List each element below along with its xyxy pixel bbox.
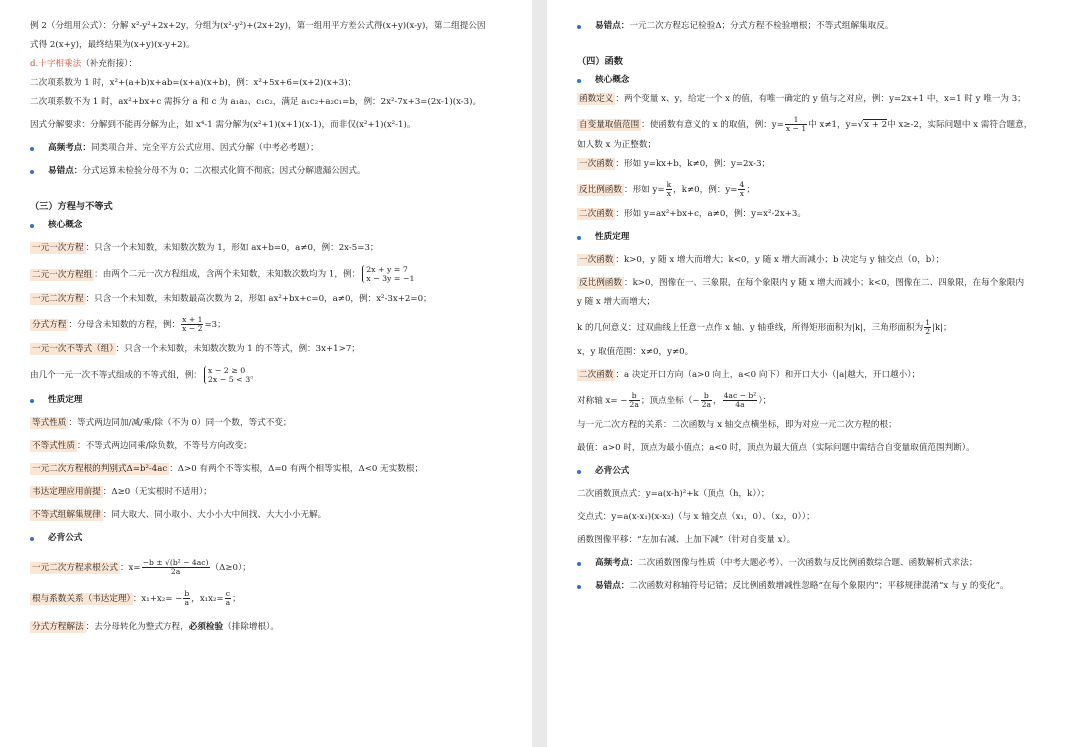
bullet-item: [577, 580, 1062, 593]
text-line: [30, 343, 518, 356]
bullet-dot-icon: [30, 170, 34, 174]
numerator: −b ± √(b² − 4ac): [142, 558, 209, 567]
subsection-heading: [30, 394, 518, 407]
subsection-heading: [577, 231, 1062, 244]
term-highlight: 不等式组解集规律: [32, 510, 101, 520]
text-fragment: ：形如 y=ax²+bx+c，a≠0，例：y=x²-2x+3。: [615, 209, 806, 219]
denominator: 4a: [735, 400, 745, 409]
text-fragment: ：分母含未知数的方程，例：: [68, 320, 181, 330]
bullet-dot-icon: [577, 25, 581, 29]
term-highlight: 等式性质: [32, 418, 67, 428]
text-fragment: k 的几何意义：过双曲线上任意一点作 x 轴、y 轴垂线，所得矩形面积为|k|，三角形面积为: [577, 323, 924, 333]
fraction: [666, 181, 673, 198]
denominator: x − 1: [785, 124, 807, 133]
bullet-label: 易错点：: [595, 21, 630, 31]
term-highlight: 自变量取值范围: [579, 120, 640, 130]
inequality: 2x − 5 < 3: [207, 375, 251, 384]
text-line: [30, 486, 518, 499]
text-line: [30, 509, 518, 522]
term-highlight: 一元一次不等式（组）: [32, 344, 114, 354]
bullet-dot-icon: [577, 236, 581, 240]
fraction: [723, 392, 758, 409]
text-fragment: （补充衔接）：: [81, 59, 138, 69]
fraction: [629, 392, 640, 409]
text-line: 二次项系数不为 1 时，ax²+bx+c 需拆分 a 和 c 为 a₁a₂、c₁c₂，满足 a₁c₂+a₂c₁=b，例：2x²-7x+3=(2x-1)(x-3)。: [30, 97, 482, 107]
text-line: 式得 2(x+y)，最终结果为(x+y)(x-y+2)。: [30, 40, 195, 50]
term-highlight: 分式方程: [32, 320, 67, 330]
text-fragment: （Δ≥0）；: [210, 563, 251, 573]
bullet-dot-icon: [577, 562, 581, 566]
text-line: [577, 319, 1062, 336]
term-highlight: 一元一次方程: [32, 243, 84, 253]
method-heading: d.十字相乘法: [30, 59, 82, 69]
text-fragment: ：同大取大、同小取小、大小小大中间找、大大小小无解。: [102, 510, 327, 520]
text-line: 二次函数顶点式：y=a(x-h)²+k（顶点（h，k））；: [577, 489, 770, 499]
text-line: [30, 366, 518, 384]
text-line: [577, 254, 1062, 267]
sqrt-sign-icon: √: [857, 120, 864, 130]
text-line: [30, 621, 518, 634]
text-fragment: ；顶点坐标（−: [640, 396, 700, 406]
subsection-label: 性质定理: [595, 232, 630, 242]
term-highlight: 韦达定理应用前提: [32, 487, 101, 497]
text-fragment: ；: [232, 594, 241, 604]
numerator: x + 1: [182, 315, 203, 324]
term-highlight: 反比例函数: [579, 278, 622, 288]
term-highlight: 一次函数: [579, 159, 614, 169]
bullet-label: 易错点：: [48, 166, 83, 176]
text-line: [577, 93, 1062, 106]
denominator: 2: [925, 327, 931, 336]
subsection-label: 性质定理: [48, 395, 83, 405]
radicand: x + 2: [864, 120, 888, 130]
numerator: 1: [785, 116, 807, 125]
text-fragment: 由几个一元一次不等式组成的不等式组，例：: [30, 370, 202, 381]
subsection-heading: [577, 74, 1062, 87]
fraction: [183, 590, 190, 607]
text-fragment: ）；: [758, 396, 772, 406]
bullet-dot-icon: [30, 224, 34, 228]
denominator: x: [739, 189, 745, 198]
text-line: [30, 559, 518, 576]
term-highlight: 一元二次方程: [32, 294, 84, 304]
text-fragment: 中 x≠1，y=: [808, 120, 858, 130]
term-highlight: 反比例函数: [579, 185, 622, 195]
text-line: [30, 417, 518, 430]
fraction: [225, 590, 232, 607]
denominator: 2a: [701, 400, 711, 409]
left-page: [0, 0, 532, 747]
text-fragment: ：等式两边同加/减/乘/除（不为 0）同一个数，等式不变；: [68, 418, 292, 428]
text-line: 二次项系数为 1 时，x²+(a+b)x+ab=(x+a)(x+b)，例：x²+5x+6=(x+2)(x+3)；: [30, 78, 357, 88]
numerator: 4: [739, 180, 745, 189]
text-line: 因式分解要求：分解到不能再分解为止，如 x⁴-1 需分解为(x²+1)(x+1)(x-1)，而非仅(x²+1)(x²-1)。: [30, 120, 416, 130]
term-highlight: 函数定义: [579, 94, 614, 104]
equation-system: [362, 265, 414, 283]
subsection-heading: [577, 465, 1062, 478]
text-fragment: ；: [746, 185, 755, 195]
term-highlight: 一元二次方程求根公式: [32, 563, 118, 573]
text-fragment: ：由两个二元一次方程组成，含两个未知数，未知数次数均为 1，例：: [94, 269, 361, 280]
text-line: y 随 x 增大而增大；: [577, 297, 656, 307]
inequality: x − 2 ≥ 0: [207, 366, 246, 375]
bullet-dot-icon: [577, 585, 581, 589]
text-fragment: ，: [712, 396, 722, 406]
bullet-text: 分式运算未检验分母不为 0；二次根式化简不彻底；因式分解遗漏公因式。: [82, 166, 366, 176]
inequality-system: [204, 366, 250, 384]
numerator: k: [666, 180, 672, 189]
denominator: 2a: [629, 400, 639, 409]
text-fragment: ：形如 y=: [623, 185, 665, 195]
text-fragment: ：使函数有意义的 x 的取值，例：y=: [641, 120, 784, 130]
bullet-item: [30, 165, 518, 178]
text-fragment: ，x₁x₂=: [191, 594, 224, 604]
text-fragment: ：k>0，y 随 x 增大而增大；k<0，y 随 x 增大而减小；b 决定与 y 轴交点（0，b）；: [615, 255, 945, 265]
text-line: [30, 242, 518, 255]
text-line: 最值：a>0 时，顶点为最小值点；a<0 时，顶点为最大值点（实际问题中需结合自变量取值范围判断）。: [577, 443, 975, 453]
denominator: 2a: [170, 567, 181, 576]
text-line: 函数图像平移：“左加右减、上加下减”（针对自变量 x）。: [577, 535, 796, 545]
fraction: [785, 116, 807, 133]
bullet-item: [30, 142, 518, 155]
text-line: [577, 116, 1062, 133]
text-fragment: |k|；: [932, 323, 952, 333]
text-fragment: ：形如 y=kx+b，k≠0，例：y=2x-3；: [615, 159, 771, 169]
text-line: [577, 277, 1062, 290]
text-fragment: ：去分母转化为整式方程，: [85, 622, 189, 632]
text-line: [30, 440, 518, 453]
text-line: [577, 181, 1062, 198]
text-fragment: 对称轴 x= −: [577, 396, 628, 406]
subsection-label: 必背公式: [48, 533, 83, 543]
text-fragment: ：k>0，图像在一、三象限，在每个象限内 y 随 x 增大而减小；k<0，图像在二、四象限，在每个象限内: [623, 278, 1025, 288]
term-highlight: 根与系数关系（韦达定理）: [32, 594, 131, 604]
denominator: a: [184, 598, 190, 607]
numerator: b: [184, 589, 190, 598]
bullet-dot-icon: [577, 470, 581, 474]
equation: 2x + y = 7: [366, 265, 408, 274]
text-line: [30, 316, 518, 333]
text-line: [577, 369, 1062, 382]
bullet-dot-icon: [30, 537, 34, 541]
text-fragment: 中 x≥-2，实际问题中 x 需符合题意，: [887, 120, 1033, 130]
term-highlight: 一元二次方程根的判别式Δ=b²-4ac: [32, 464, 168, 474]
text-line: [30, 265, 518, 283]
fraction: [701, 392, 712, 409]
text-line: 与一元二次方程的关系：二次函数与 x 轴交点横坐标，即为对应一元二次方程的根；: [577, 420, 897, 430]
denominator: x: [666, 189, 672, 198]
text-fragment: ：两个变量 x、y，给定一个 x 的值，有唯一确定的 y 值与之对应，例：y=2x+1 中，x=1 时 y 唯一为 3；: [615, 94, 1026, 104]
denominator: x − 2: [182, 324, 203, 333]
bullet-text: 同类项合并、完全平方公式应用、因式分解（中考必考题）；: [90, 143, 319, 153]
text-line: [577, 392, 1062, 409]
bullet-dot-icon: [577, 79, 581, 83]
text-line: [30, 293, 518, 306]
fraction: [924, 319, 931, 336]
text-fragment: ：x₁+x₂= −: [132, 594, 183, 604]
bullet-text: 一元二次方程忘记检验Δ；分式方程不检验增根；不等式组解集取反。: [629, 21, 894, 31]
fraction: [181, 316, 203, 333]
bullet-text: 二次函数对称轴符号记错；反比例函数增减性忽略“在每个象限内”；平移规律混淆“x 与 y 的变化”。: [629, 581, 1009, 591]
bullet-item: [577, 20, 1062, 33]
text-fragment: =3；: [204, 320, 226, 330]
equation: x − 3y = −1: [366, 274, 415, 283]
denominator: a: [225, 598, 231, 607]
subsection-heading: [30, 219, 518, 232]
bullet-dot-icon: [30, 399, 34, 403]
section-heading: （三）方程与不等式: [30, 201, 113, 212]
text-line: [30, 58, 518, 71]
numerator: b: [629, 392, 640, 401]
bullet-label: 高频考点：: [48, 143, 91, 153]
term-highlight: 二次函数: [579, 209, 614, 219]
numerator: b: [701, 392, 712, 401]
text-line: [30, 590, 518, 607]
subsection-label: 核心概念: [48, 220, 83, 230]
text-fragment: ：只含一个未知数，未知数次数为 1，形如 ax+b=0，a≠0，例：2x-5=3；: [85, 243, 379, 253]
subsection-label: 核心概念: [595, 75, 630, 85]
right-page: [547, 0, 1080, 747]
bullet-text: 二次函数图像与性质（中考大题必考）、一次函数与反比例函数综合题、函数解析式求法；: [637, 558, 978, 568]
bullet-label: 高频考点：: [595, 558, 638, 568]
text-fragment: ：a 决定开口方向（a>0 向上，a<0 向下）和开口大小（|a|越大，开口越小）；: [615, 370, 921, 380]
term-highlight: 不等式性质: [32, 441, 75, 451]
fraction: [738, 181, 745, 198]
emphasis: 必须检验: [188, 622, 224, 632]
subsection-heading: [30, 532, 518, 545]
text-fragment: ，k≠0，例：y=: [673, 185, 738, 195]
text-line: [577, 158, 1062, 171]
text-fragment: （排除增根）。: [223, 622, 279, 632]
bullet-label: 易错点：: [595, 581, 630, 591]
term-highlight: 分式方程解法: [32, 622, 84, 632]
section-heading: （四）函数: [577, 56, 623, 67]
text-line: 如人数 x 为正整数；: [577, 140, 657, 150]
text-fragment: ：不等式两边同乘/除负数，不等号方向改变；: [76, 441, 252, 451]
fraction: [142, 559, 210, 576]
text-line: x，y 取值范围：x≠0，y≠0。: [577, 347, 694, 357]
text-fragment: 。: [250, 370, 259, 381]
numerator: c: [225, 589, 230, 598]
numerator: 1: [925, 318, 931, 327]
term-highlight: 一次函数: [579, 255, 614, 265]
text-line: [577, 208, 1062, 221]
bullet-item: [577, 557, 1062, 570]
numerator: 4ac − b²: [723, 391, 757, 400]
text-fragment: ：Δ≥0（无实根时不适用）；: [102, 487, 212, 497]
text-fragment: ：只含一个未知数，未知数次数为 1 的不等式，例：3x+1>7；: [115, 344, 360, 354]
text-line: 例 2（分组用公式）：分解 x²-y²+2x+2y，分组为(x²-y²)+(2x+2y)，第一组用平方差公式得(x+y)(x-y)，第二组提公因: [30, 21, 486, 31]
text-fragment: ：Δ>0 有两个不等实根，Δ=0 有两个相等实根，Δ<0 无实数根；: [169, 464, 424, 474]
term-highlight: 二元一次方程组: [32, 269, 93, 280]
subsection-label: 必背公式: [595, 466, 630, 476]
term-highlight: 二次函数: [579, 370, 614, 380]
text-fragment: ：x=: [119, 563, 141, 573]
text-fragment: ：只含一个未知数，未知数最高次数为 2，形如 ax²+bx+c=0，a≠0，例：x²-3x+2=0；: [85, 294, 432, 304]
text-line: 交点式：y=a(x-x₁)(x-x₂)（与 x 轴交点（x₁，0）、（x₂，0））；: [577, 512, 815, 522]
bullet-dot-icon: [30, 147, 34, 151]
text-line: [30, 463, 518, 476]
